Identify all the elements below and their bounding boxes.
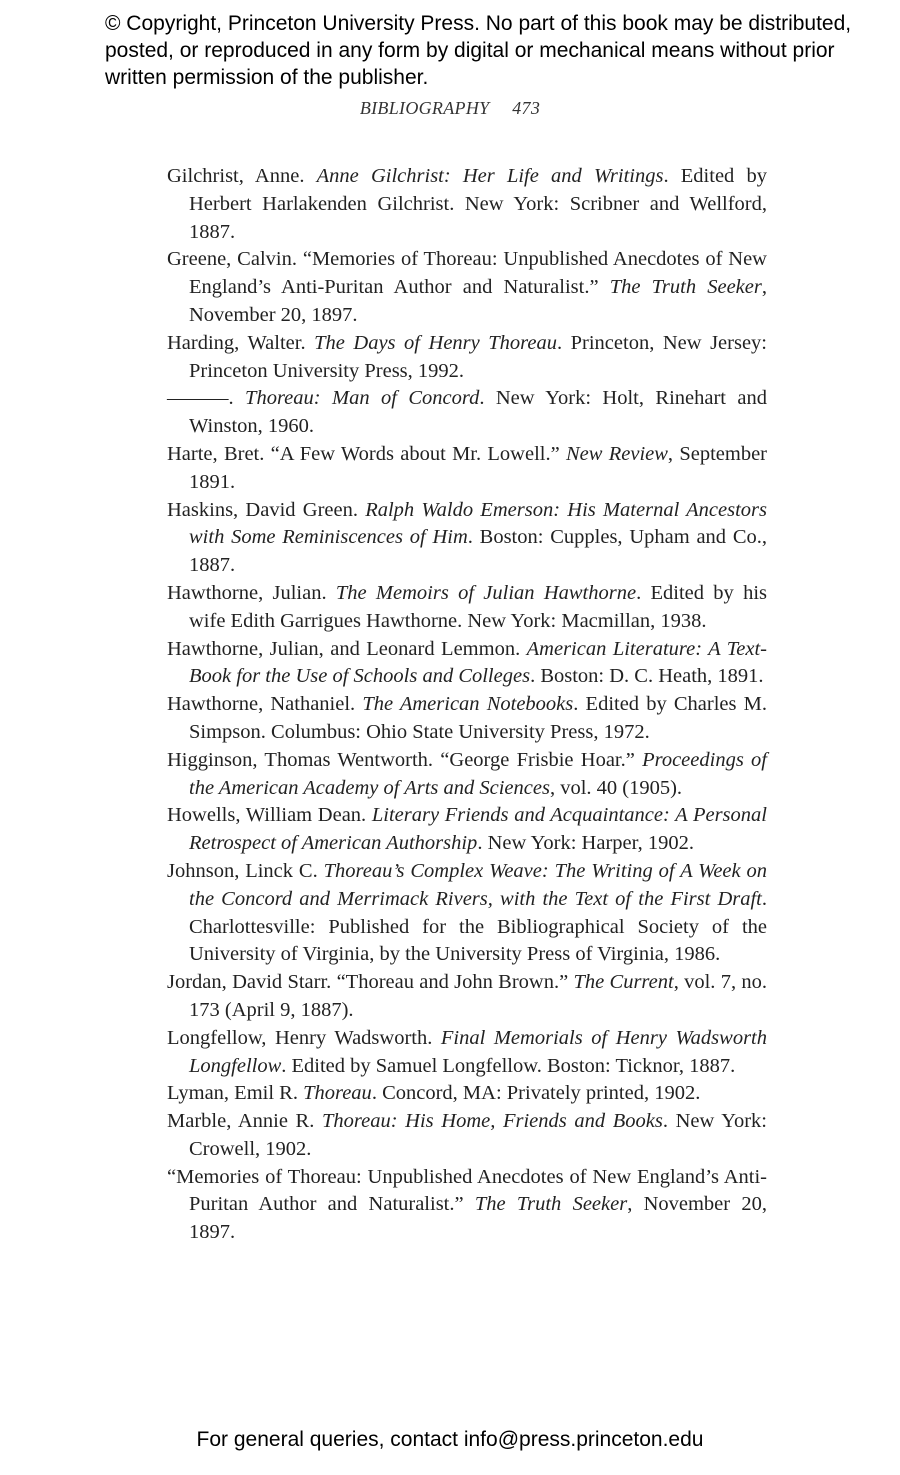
entry-title: Thoreau bbox=[303, 1082, 372, 1105]
bibliography-entry: Harding, Walter. The Days of Henry Thoreau. Princeton, New Jersey: Princeton University Press, 1992. bbox=[167, 331, 768, 382]
entry-title: Thoreau: His Home, Friends and Books bbox=[321, 1110, 663, 1133]
entry-title: Anne Gilchrist: Her Life and Writings bbox=[316, 165, 664, 187]
bibliography-entry: Greene, Calvin. “Memories of Thoreau: Unpublished Anecdotes of New England’s Anti-Puritan Author and Naturalist.” The Truth Seeker, November 20, 1897. bbox=[167, 248, 767, 326]
entry-title: The Memoirs of Julian Hawthorne bbox=[335, 581, 637, 604]
entry-title: The Truth Seeker bbox=[609, 276, 762, 299]
bibliography-entry: Johnson, Linck C. Thoreau’s Complex Weave: The Writing of A Week on the Concord and Merrimack Rivers, with the Text of the First Draft. Charlottesville: Published for the Bibliographical Society of the University of Virginia, by the University Press of Virginia, 1986. bbox=[167, 859, 767, 966]
bibliography-list bbox=[167, 163, 767, 1247]
bibliography-entry: “Memories of Thoreau: Unpublished Anecdotes of New England’s Anti-Puritan Author and Naturalist.” The Truth Seeker, November 20, 1897. bbox=[167, 1165, 767, 1244]
entry-title: Ralph Waldo Emerson: His Maternal Ancestors with Some Reminiscences of Him bbox=[189, 498, 767, 549]
page-number: 473 bbox=[512, 98, 541, 118]
contact-footer: For general queries, contact info@press.princeton.edu bbox=[196, 1428, 704, 1451]
copyright-notice: © Copyright, Princeton University Press. No part of this book may be distributed, posted, or reproduced in any form by digital or mechanical means without prior written permission of the publisher. bbox=[105, 12, 852, 89]
bibliography-entry: Lyman, Emil R. Thoreau. Concord, MA: Privately printed, 1902. bbox=[167, 1082, 701, 1105]
bibliography-entry: ———. Thoreau: Man of Concord. New York: Holt, Rinehart and Winston, 1960. bbox=[167, 387, 768, 438]
bibliography-entry: Hawthorne, Julian, and Leonard Lemmon. American Literature: A Text-Book for the Use of Schools and Colleges. Boston: D. C. Heath, 1891. bbox=[167, 637, 767, 688]
entry-title: The American Notebooks bbox=[362, 693, 574, 716]
bibliography-entry: Marble, Annie R. Thoreau: His Home, Friends and Books. New York: Crowell, 1902. bbox=[167, 1110, 767, 1160]
bibliography-entry: Jordan, David Starr. “Thoreau and John Brown.” The Current, vol. 7, no. 173 (April 9, 1887). bbox=[167, 971, 767, 1021]
running-head-title: BIBLIOGRAPHY bbox=[359, 98, 490, 118]
entry-title: The Truth Seeker bbox=[474, 1193, 628, 1216]
bibliography-entry: Higginson, Thomas Wentworth. “George Frisbie Hoar.” Proceedings of the American Academy of Arts and Sciences, vol. 40 (1905). bbox=[167, 748, 767, 799]
entry-title: Proceedings of the American Academy of Arts and Sciences bbox=[189, 748, 767, 799]
entry-title: Final Memorials of Henry Wadsworth Longfellow bbox=[189, 1026, 767, 1077]
entry-title: The Current bbox=[573, 971, 674, 994]
entry-title: Thoreau’s Complex Weave: The Writing of A Week on the Concord and Merrimack Rivers, with the Text of the First Draft bbox=[189, 859, 767, 910]
entry-title: Thoreau: Man of Concord bbox=[245, 387, 480, 410]
entry-title: American Literature: A Text-Book for the Use of Schools and Colleges bbox=[189, 637, 767, 688]
entry-title: Literary Friends and Acquaintance: A Personal Retrospect of American Authorship bbox=[189, 804, 767, 855]
running-head bbox=[0, 98, 900, 119]
bibliography-entry: Hawthorne, Nathaniel. The American Notebooks. Edited by Charles M. Simpson. Columbus: Ohio State University Press, 1972. bbox=[167, 693, 767, 743]
entry-title: The Days of Henry Thoreau bbox=[314, 331, 557, 354]
bibliography-entry: Gilchrist, Anne. Anne Gilchrist: Her Life and Writings. Edited by Herbert Harlakenden Gilchrist. New York: Scribner and Wellford, 1887. bbox=[167, 165, 767, 243]
bibliography-entry: Haskins, David Green. Ralph Waldo Emerson: His Maternal Ancestors with Some Reminiscences of Him. Boston: Cupples, Upham and Co., 1887. bbox=[167, 498, 767, 577]
entry-title: New Review bbox=[565, 442, 668, 465]
bibliography-entry: Longfellow, Henry Wadsworth. Final Memorials of Henry Wadsworth Longfellow. Edited by Samuel Longfellow. Boston: Ticknor, 1887. bbox=[167, 1026, 767, 1077]
bibliography-entry: Hawthorne, Julian. The Memoirs of Julian Hawthorne. Edited by his wife Edith Garrigues Hawthorne. New York: Macmillan, 1938. bbox=[167, 581, 768, 632]
bibliography-entry: Howells, William Dean. Literary Friends and Acquaintance: A Personal Retrospect of American Authorship. New York: Harper, 1902. bbox=[167, 804, 767, 855]
bibliography-entry: Harte, Bret. “A Few Words about Mr. Lowell.” New Review, September 1891. bbox=[167, 442, 768, 493]
